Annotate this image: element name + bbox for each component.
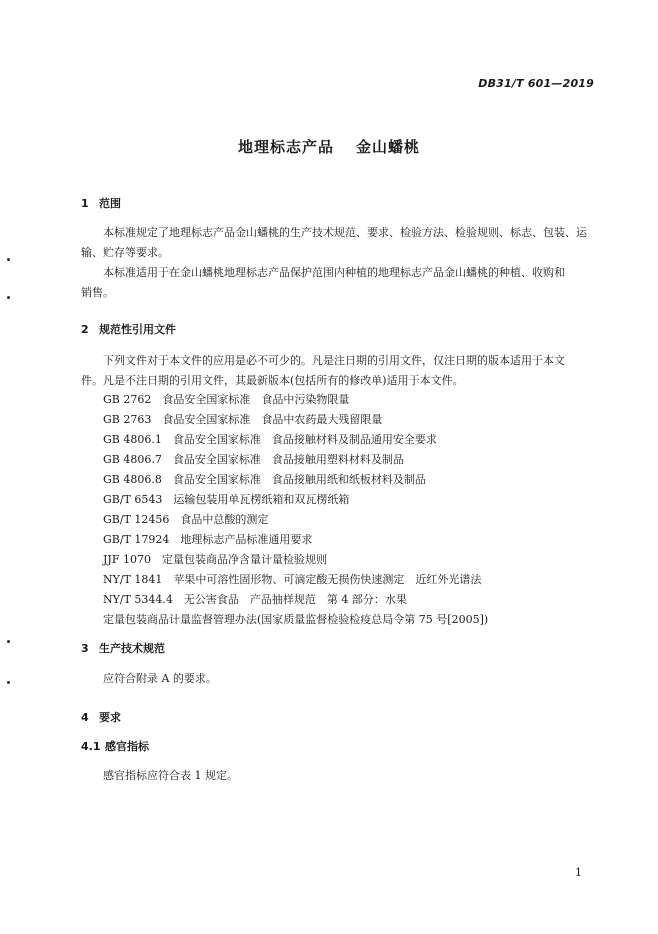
section4-title: 要求 — [99, 711, 121, 724]
scan-mark — [7, 296, 10, 299]
section1-heading — [81, 195, 121, 211]
reference-item: NY/T 1841 苹果中可溶性固形物、可滴定酸无损伤快速测定 近红外光谱法 — [103, 573, 482, 586]
section1-p2-line2: 销售。 — [81, 286, 114, 299]
reference-item: GB 4806.1 食品安全国家标准 食品接触材料及制品通用安全要求 — [103, 433, 437, 446]
section3-body: 应符合附录 A 的要求。 — [103, 672, 217, 685]
section1-p1-line2: 输、贮存等要求。 — [81, 246, 169, 259]
scan-mark — [7, 258, 10, 261]
section1-p1-line1: 本标准规定了地理标志产品金山蟠桃的生产技术规范、要求、检验方法、检验规则、标志、包装、运 — [103, 226, 587, 239]
scan-mark — [7, 640, 10, 643]
section4-1-number: 4.1 — [81, 740, 101, 753]
title-part2: 金山蟠桃 — [356, 138, 421, 156]
section4-1-body: 感官指标应符合表 1 规定。 — [103, 769, 238, 782]
document-title — [0, 136, 658, 157]
standard-code: DB31/T 601—2019 — [478, 77, 594, 90]
section2-intro-line1: 下列文件对于本文件的应用是必不可少的。凡是注日期的引用文件，仅注日期的版本适用于本文 — [103, 354, 565, 367]
reference-item: GB 2762 食品安全国家标准 食品中污染物限量 — [103, 393, 350, 406]
section4-1-title: 感官指标 — [105, 740, 149, 753]
section1-title: 范围 — [99, 197, 121, 210]
section2-number: 2 — [81, 323, 89, 336]
section2-heading — [81, 321, 176, 337]
reference-item: GB/T 6543 运输包装用单瓦楞纸箱和双瓦楞纸箱 — [103, 493, 350, 506]
reference-item: GB/T 17924 地理标志产品标准通用要求 — [103, 533, 313, 546]
reference-item: GB 4806.8 食品安全国家标准 食品接触用纸和纸板材料及制品 — [103, 473, 426, 486]
reference-item: NY/T 5344.4 无公害食品 产品抽样规范 第 4 部分：水果 — [103, 593, 407, 606]
title-part1: 地理标志产品 — [237, 138, 334, 156]
section3-title: 生产技术规范 — [99, 642, 165, 655]
section4-1-heading — [81, 738, 149, 754]
section2-intro-line2: 件。凡是不注日期的引用文件，其最新版本(包括所有的修改单)适用于本文件。 — [81, 374, 464, 387]
section3-heading — [81, 640, 165, 656]
page-number: 1 — [575, 866, 582, 879]
scan-mark — [7, 681, 10, 684]
section2-title: 规范性引用文件 — [99, 323, 176, 336]
section1-p2-line1: 本标准适用于在金山蟠桃地理标志产品保护范围内种植的地理标志产品金山蟠桃的种植、收购和 — [103, 266, 565, 279]
reference-item-regulation: 定量包装商品计量监督管理办法(国家质量监督检验检疫总局令第 75 号[2005]) — [103, 613, 489, 626]
reference-item: GB 4806.7 食品安全国家标准 食品接触用塑料材料及制品 — [103, 453, 404, 466]
reference-item: JJF 1070 定量包装商品净含量计量检验规则 — [103, 553, 327, 566]
reference-item: GB/T 12456 食品中总酸的测定 — [103, 513, 269, 526]
section3-number: 3 — [81, 642, 89, 655]
section4-heading — [81, 709, 121, 725]
reference-item: GB 2763 食品安全国家标准 食品中农药最大残留限量 — [103, 413, 383, 426]
section1-number: 1 — [81, 197, 89, 210]
section4-number: 4 — [81, 711, 89, 724]
